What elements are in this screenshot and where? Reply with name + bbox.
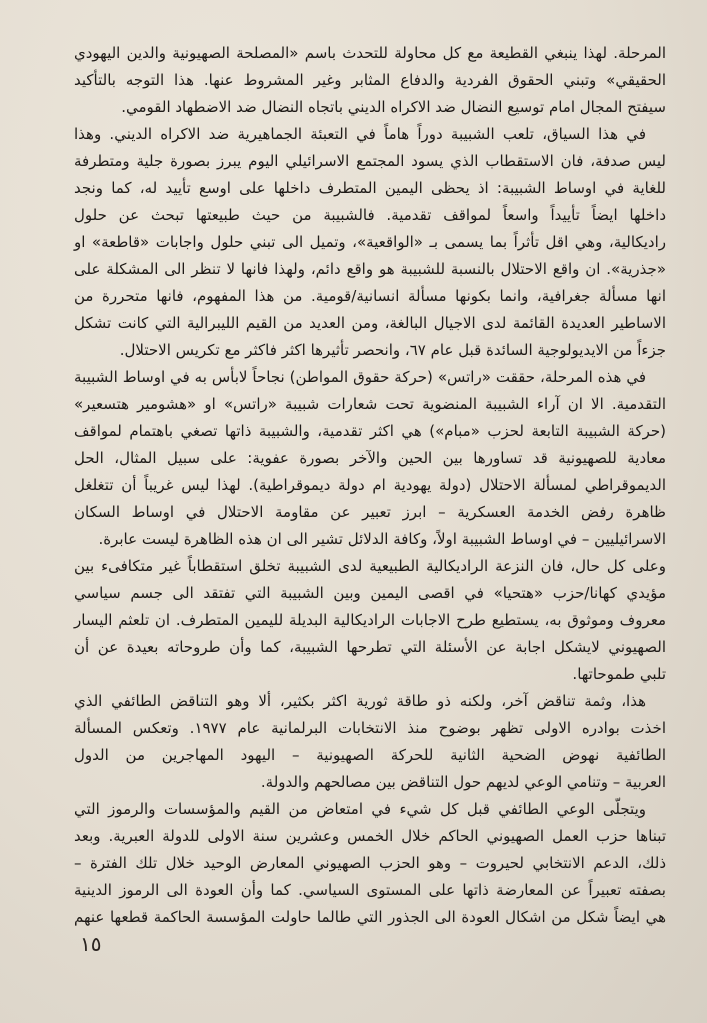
text-line: الصهيوني لايشكل اجابة عن الأسئلة التي تطرحها الشبيبة، كما وأن طروحاته بعيدة عن أن bbox=[74, 638, 666, 656]
text-line: الاسرائيليين – في اوساط الشبيبة اولاً، وكافة الدلائل تشير الى ان هذه الظاهرة ليست عابرة. bbox=[98, 530, 666, 548]
text-line: ذلك، الدعم الانتخابي لحيروت – وهو الحزب الصهيوني المعارض الوحيد خلال تلك الفترة – bbox=[74, 854, 666, 872]
text-line: بصفته تعبيراً عن المعارضة ذاتها على المستوى السياسي. كما وأن العودة الى الرموز الدينية bbox=[74, 881, 666, 899]
text-line: الطائفية نهوض الضحية الثانية للحركة الصهيونية – اليهود المهاجرين من الدول bbox=[74, 746, 666, 764]
text-line: التقدمية. الا ان آراء الشبيبة المنضوية تحت شعارات شبيبة «راتس» او «هشومير هتسعير» bbox=[74, 395, 666, 413]
text-line: اخذت بوادره الاولى تظهر بوضوح منذ الانتخابات البرلمانية عام ١٩٧٧. وتعكس المسألة bbox=[74, 719, 666, 737]
text-line: ويتجلّى الوعي الطائفي قبل كل شيء في امتعاض من القيم والمؤسسات والرموز التي bbox=[74, 800, 646, 818]
text-line: ليس صدفة، فان الاستقطاب الذي يسود المجتمع الاسرائيلي اليوم يبرز بصورة جلية ومتطرفة bbox=[74, 152, 666, 170]
text-line: داخلها ايضاً تأييداً واسعاً لمواقف تقدمية. فالشبيبة من حيث طبيعتها تبحث عن حلول bbox=[74, 206, 666, 224]
text-line: معروف وموثوق به، يستطيع طرح الاجابات الراديكالية البديلة لليمين المتطرف. ان تلعثم اليسار bbox=[74, 611, 666, 629]
text-line: وعلى كل حال، فان النزعة الراديكالية الطبيعية لدى الشبيبة تخلق استقطاباً غير متكافىء بين bbox=[74, 557, 666, 575]
text-line: المرحلة. لهذا ينبغي القطيعة مع كل محاولة للتحدث باسم «المصلحة الصهيونية والدين اليهودي bbox=[74, 44, 666, 62]
text-line: جزءاً من الايديولوجية السائدة قبل عام ٦٧، وانحصر تأثيرها اكثر فاكثر مع تكريس الاحتلال. bbox=[119, 341, 666, 359]
text-line: تلبي طموحاتها. bbox=[572, 665, 666, 683]
text-line: انها مسألة جغرافية، وانما بكونها مسألة انسانية/قومية. من هذا المفهوم، فانها متحررة من bbox=[74, 287, 666, 305]
text-line: (حركة الشبيبة التابعة لحزب «مبام») هي اكثر تقدمية، والشبيبة ذاتها تصغي باهتمام لمواقف bbox=[74, 422, 666, 440]
text-line: مؤيدي كهانا/حزب «هتحيا» في اقصى اليمين وبين الشبيبة التي تفتقد الى جسم سياسي bbox=[74, 584, 666, 602]
text-line: راديكالية، وهي اقل تأثراً بما يسمى بـ «الواقعية»، وتميل الى تبني حلول واجابات «قاطعة» او bbox=[74, 233, 666, 251]
text-line: في هذه المرحلة، حققت «راتس» (حركة حقوق المواطن) نجاحاً لابأس به في اوساط الشبيبة bbox=[74, 368, 646, 386]
text-line: الحقيقي» وتبني الحقوق الفردية والدفاع المثابر وغير المشروط عنها. هذا التوجه بالتأكيد bbox=[74, 71, 666, 89]
book-page-body bbox=[74, 40, 666, 931]
text-line: «جذرية». ان واقع الاحتلال بالنسبة للشبيبة هو واقع دائم، ولهذا فانها لا تنظر الى المشكلة على bbox=[74, 260, 666, 278]
text-line: سيفتح المجال امام توسيع النضال ضد الاكراه الديني باتجاه النضال ضد الاضطهاد القومي. bbox=[121, 98, 666, 116]
text-line: العربية – وتنامي الوعي لديهم حول التناقض بين مصالحهم والدولة. bbox=[260, 773, 666, 791]
text-line: تبناها حزب العمل الصهيوني الحاكم خلال الخمس وعشرين سنة الاولى للدولة العبرية. وبعد bbox=[74, 827, 666, 845]
text-line: معادية للصهيونية قد تساورها بين الحين والآخر بصورة عفوية: على سبيل المثال، الحل bbox=[74, 449, 666, 467]
page-number: ١٥ bbox=[80, 932, 102, 956]
text-line: الديموقراطي لمسألة الاحتلال (دولة يهودية ام دولة ديموقراطية). لهذا ليس غريباً أن تتغلغل bbox=[74, 476, 666, 494]
text-line: للغاية في اوساط الشبيبة: اذ يحظى اليمين المتطرف داخلها على اوسع تأييد له، كما ونجد bbox=[74, 179, 666, 197]
text-line: هذا، وثمة تناقض آخر، ولكنه ذو طاقة ثورية اكثر بكثير، ألا وهو التناقض الطائفي الذي bbox=[74, 692, 646, 710]
text-line: هي ايضاً شكل من اشكال العودة الى الجذور التي طالما حاولت المؤسسة الحاكمة قطعها عنهم bbox=[74, 908, 666, 926]
text-line: ظاهرة رفض الخدمة العسكرية – ابرز تعبير عن مقاومة الاحتلال في اوساط السكان bbox=[74, 503, 666, 521]
text-line: في هذا السياق، تلعب الشبيبة دوراً هاماً في التعبئة الجماهيرية ضد الاكراه الديني. وهذا bbox=[74, 125, 646, 143]
text-line: الاساطير العديدة القائمة لدى الاجيال البالغة، ومن العديد من القيم الليبرالية التي كانت تشكل bbox=[74, 314, 666, 332]
